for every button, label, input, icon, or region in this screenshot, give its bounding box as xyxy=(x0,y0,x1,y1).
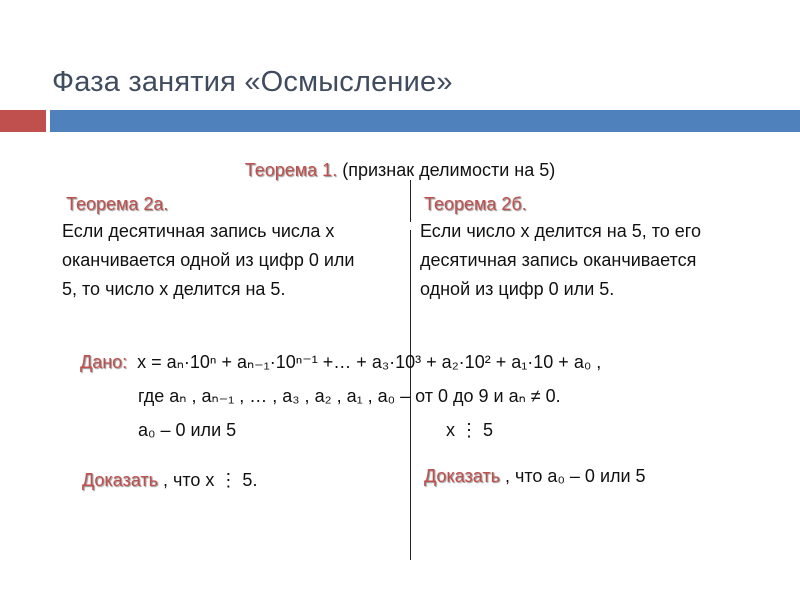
theorem-2a-body xyxy=(62,217,402,304)
theorem-2b-line: десятичная запись оканчивается xyxy=(420,250,697,270)
given-right-condition: x ⋮ 5 xyxy=(446,420,494,440)
prove-left-label: Доказать xyxy=(82,470,158,490)
title-band-right xyxy=(50,110,800,132)
theorem-2b-body xyxy=(420,217,780,304)
theorem-2a-label: Теорема 2а. xyxy=(66,194,169,214)
prove-right-text: , что a₀ – 0 или 5 xyxy=(505,466,646,486)
theorem-1-label: Теорема 1. xyxy=(244,160,338,180)
prove-left-text: , что x ⋮ 5. xyxy=(163,470,258,490)
prove-right-label: Доказать xyxy=(424,466,500,486)
given-formula: x = aₙ·10ⁿ + aₙ₋₁·10ⁿ⁻¹ +… + a₃·10³ + a₂·10² + a₁·10 + a₀ , xyxy=(137,352,602,372)
prove-left xyxy=(82,470,257,491)
theorem-2b-line: одной из цифр 0 или 5. xyxy=(420,279,615,299)
theorem-2a-line: Если десятичная запись числа x xyxy=(62,221,335,241)
theorem-1 xyxy=(0,160,800,181)
theorem-2b-line: Если число x делится на 5, то его xyxy=(420,221,701,241)
theorem-2a-line: 5, то число x делится на 5. xyxy=(62,279,286,299)
prove-right xyxy=(424,466,646,487)
given-left-condition: a₀ – 0 или 5 xyxy=(138,420,237,440)
slide-title: Фаза занятия «Осмысление» xyxy=(52,66,453,98)
given-label: Дано: xyxy=(80,352,128,372)
divider-top xyxy=(410,180,411,222)
title-band-left xyxy=(0,110,46,132)
theorem-2a-line: оканчивается одной из цифр 0 или xyxy=(62,250,355,270)
given-row xyxy=(80,352,601,373)
theorem-1-text: (признак делимости на 5) xyxy=(342,160,556,180)
given-where: где aₙ , aₙ₋₁ , … , a₃ , a₂ , a₁ , a₀ – от 0 до 9 и aₙ ≠ 0. xyxy=(138,386,561,406)
theorem-2b-label: Теорема 2б. xyxy=(424,194,527,214)
